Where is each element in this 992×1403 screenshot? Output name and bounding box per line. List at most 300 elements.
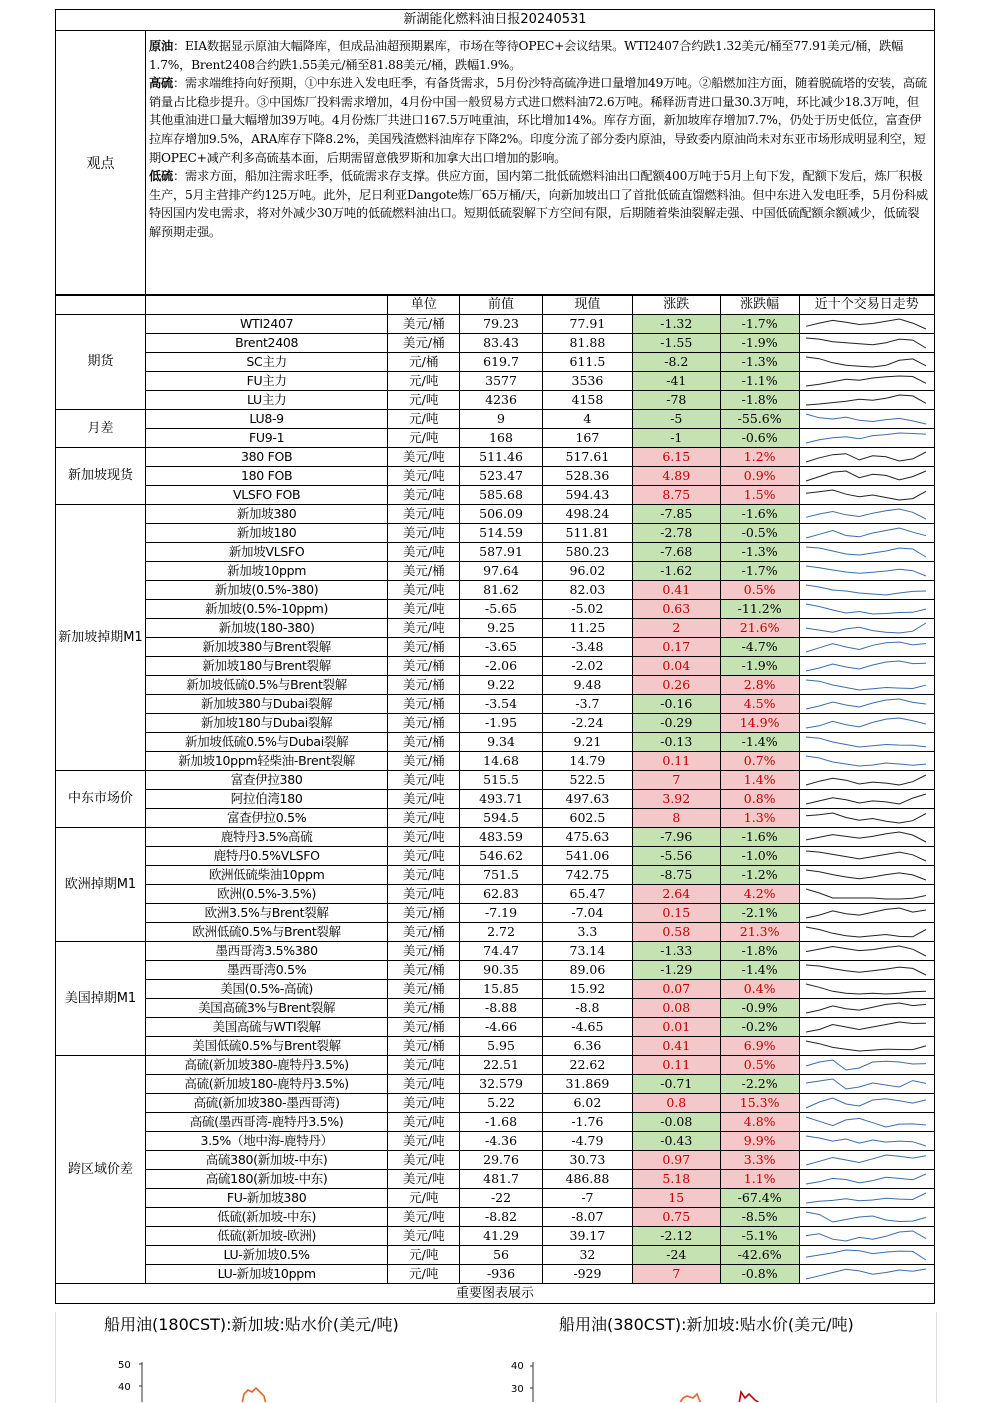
- table-row: [56, 828, 935, 847]
- row-trend: [799, 923, 934, 942]
- row-prev: -3.65: [460, 638, 543, 657]
- row-cur: 517.61: [542, 448, 632, 467]
- row-name: 新加坡380与Dubai裂解: [145, 695, 387, 714]
- row-pct: -1.2%: [720, 866, 799, 885]
- group-label: 跨区域价差: [56, 1056, 146, 1284]
- row-name: SC主力: [145, 353, 387, 372]
- row-unit: 美元/吨: [388, 1227, 460, 1246]
- row-trend: [799, 600, 934, 619]
- row-prev: 751.5: [460, 866, 543, 885]
- row-unit: 美元/桶: [388, 334, 460, 353]
- crude-text: ：EIA数据显示原油大幅降库，但成品油超预期累库，市场在等待OPEC+会议结果。WTI2407合约跌1.32美元/桶至77.91美元/桶，跌幅1.7%，Brent2408合约跌1.55美元/桶至81.88美元/桶，跌幅1.9%。: [149, 39, 904, 72]
- row-prev: -3.54: [460, 695, 543, 714]
- chart-180cst: [104, 1312, 399, 1393]
- table-row: [56, 467, 935, 486]
- row-name: VLSFO FOB: [145, 486, 387, 505]
- row-unit: 元/吨: [388, 429, 460, 448]
- view-text: [146, 31, 934, 294]
- row-cur: 31.869: [542, 1075, 632, 1094]
- row-prev: -936: [460, 1265, 543, 1284]
- row-cur: -2.24: [542, 714, 632, 733]
- row-pct: -11.2%: [720, 600, 799, 619]
- row-unit: 美元/吨: [388, 1208, 460, 1227]
- table-row: [56, 1151, 935, 1170]
- trend-sparkline: [800, 1037, 932, 1055]
- row-chg: -5: [632, 410, 720, 429]
- row-pct: -5.1%: [720, 1227, 799, 1246]
- row-cur: 742.75: [542, 866, 632, 885]
- row-pct: -1.1%: [720, 372, 799, 391]
- row-name: 新加坡VLSFO: [145, 543, 387, 562]
- row-trend: [799, 771, 934, 790]
- trend-line: [806, 756, 926, 766]
- view-crude: [149, 37, 930, 74]
- row-pct: 0.4%: [720, 980, 799, 999]
- row-name: 美国高硫与WTI裂解: [145, 1018, 387, 1037]
- table-row: [56, 961, 935, 980]
- trend-line: [806, 737, 926, 747]
- row-name: 新加坡180: [145, 524, 387, 543]
- row-trend: [799, 1151, 934, 1170]
- row-cur: -8.8: [542, 999, 632, 1018]
- row-cur: 594.43: [542, 486, 632, 505]
- row-prev: 168: [460, 429, 543, 448]
- table-row: [56, 942, 935, 961]
- row-pct: 1.1%: [720, 1170, 799, 1189]
- row-chg: 0.58: [632, 923, 720, 942]
- table-row: [56, 1189, 935, 1208]
- trend-sparkline: [800, 1246, 932, 1264]
- row-prev: -5.65: [460, 600, 543, 619]
- trend-sparkline: [800, 752, 932, 770]
- row-cur: 73.14: [542, 942, 632, 961]
- row-prev: 32.579: [460, 1075, 543, 1094]
- chart-380-line-a: [679, 1394, 701, 1402]
- row-name: 新加坡380与Brent裂解: [145, 638, 387, 657]
- row-prev: -1.68: [460, 1113, 543, 1132]
- row-unit: 美元/桶: [388, 980, 460, 999]
- trend-sparkline: [800, 885, 932, 903]
- row-name: 高硫(新加坡380-鹿特丹3.5%): [145, 1056, 387, 1075]
- row-chg: 7: [632, 771, 720, 790]
- row-name: 欧洲低硫0.5%与Brent裂解: [145, 923, 387, 942]
- table-row: [56, 562, 935, 581]
- row-pct: -2.1%: [720, 904, 799, 923]
- trend-line: [806, 357, 926, 367]
- row-chg: 0.8: [632, 1094, 720, 1113]
- trend-line: [806, 566, 926, 576]
- row-prev: -4.36: [460, 1132, 543, 1151]
- row-trend: [799, 524, 934, 543]
- table-row: [56, 1265, 935, 1284]
- row-trend: [799, 1189, 934, 1208]
- row-trend: [799, 904, 934, 923]
- row-unit: 美元/吨: [388, 467, 460, 486]
- row-pct: -1.4%: [720, 961, 799, 980]
- group-label: 欧洲掉期M1: [56, 828, 146, 942]
- trend-sparkline: [800, 1132, 932, 1150]
- row-pct: 1.3%: [720, 809, 799, 828]
- row-pct: -0.2%: [720, 1018, 799, 1037]
- row-chg: -1.29: [632, 961, 720, 980]
- row-pct: 1.5%: [720, 486, 799, 505]
- row-cur: 167: [542, 429, 632, 448]
- row-cur: 4: [542, 410, 632, 429]
- row-name: 180 FOB: [145, 467, 387, 486]
- trend-line: [806, 547, 926, 557]
- chart-380-ytick-0: 40: [511, 1361, 524, 1372]
- table-row: [56, 543, 935, 562]
- row-chg: 15: [632, 1189, 720, 1208]
- row-name: 3.5%（地中海-鹿特丹）: [145, 1132, 387, 1151]
- trend-sparkline: [800, 562, 932, 580]
- table-row: [56, 695, 935, 714]
- trend-sparkline: [800, 619, 932, 637]
- trend-sparkline: [800, 809, 932, 827]
- row-chg: 0.08: [632, 999, 720, 1018]
- row-chg: -1.32: [632, 315, 720, 334]
- row-trend: [799, 828, 934, 847]
- row-unit: 美元/吨: [388, 1170, 460, 1189]
- trend-sparkline: [800, 923, 932, 941]
- row-chg: 0.75: [632, 1208, 720, 1227]
- trend-sparkline: [800, 1075, 932, 1093]
- row-pct: -1.8%: [720, 942, 799, 961]
- row-cur: 528.36: [542, 467, 632, 486]
- trend-sparkline: [800, 790, 932, 808]
- row-unit: 美元/桶: [388, 714, 460, 733]
- trend-line: [806, 984, 926, 994]
- row-trend: [799, 885, 934, 904]
- row-trend: [799, 1227, 934, 1246]
- view-hsfo: [149, 74, 930, 167]
- row-trend: [799, 1037, 934, 1056]
- trend-sparkline: [800, 676, 932, 694]
- table-row: [56, 771, 935, 790]
- row-prev: 511.46: [460, 448, 543, 467]
- row-prev: -8.82: [460, 1208, 543, 1227]
- table-row: [56, 1132, 935, 1151]
- table-row: [56, 1208, 935, 1227]
- row-name: 欧洲(0.5%-3.5%): [145, 885, 387, 904]
- row-unit: 美元/吨: [388, 1075, 460, 1094]
- view-label: 观点: [56, 31, 146, 294]
- row-name: 高硫(新加坡380-墨西哥湾): [145, 1094, 387, 1113]
- trend-line: [806, 1060, 926, 1070]
- trend-sparkline: [800, 372, 932, 390]
- row-prev: 481.7: [460, 1170, 543, 1189]
- row-cur: 511.81: [542, 524, 632, 543]
- row-unit: 美元/吨: [388, 619, 460, 638]
- row-cur: -5.02: [542, 600, 632, 619]
- row-pct: -2.2%: [720, 1075, 799, 1094]
- trend-line: [806, 1212, 926, 1222]
- row-trend: [799, 448, 934, 467]
- trend-line: [806, 1022, 926, 1032]
- row-name: 美国低硫0.5%与Brent裂解: [145, 1037, 387, 1056]
- row-unit: 美元/桶: [388, 999, 460, 1018]
- table-row: [56, 353, 935, 372]
- trend-sparkline: [800, 980, 932, 998]
- row-chg: -41: [632, 372, 720, 391]
- trend-sparkline: [800, 353, 932, 371]
- row-cur: 30.73: [542, 1151, 632, 1170]
- row-prev: 585.68: [460, 486, 543, 505]
- chart-380cst: [511, 1312, 854, 1395]
- row-name: 墨西哥湾3.5%380: [145, 942, 387, 961]
- header-unit: 单位: [388, 296, 460, 315]
- trend-line: [806, 338, 926, 348]
- trend-line: [806, 889, 926, 899]
- trend-line: [806, 908, 926, 918]
- row-pct: -0.5%: [720, 524, 799, 543]
- table-row: [56, 733, 935, 752]
- row-pct: -1.9%: [720, 334, 799, 353]
- row-prev: 90.35: [460, 961, 543, 980]
- row-prev: 2.72: [460, 923, 543, 942]
- row-unit: 元/吨: [388, 410, 460, 429]
- row-chg: -1: [632, 429, 720, 448]
- row-prev: 9.22: [460, 676, 543, 695]
- row-name: 美国(0.5%-高硫): [145, 980, 387, 999]
- row-pct: 21.3%: [720, 923, 799, 942]
- trend-line: [806, 946, 926, 956]
- table-row: [56, 1056, 935, 1075]
- row-cur: -7: [542, 1189, 632, 1208]
- table-row: [56, 581, 935, 600]
- row-chg: 4.89: [632, 467, 720, 486]
- row-prev: 15.85: [460, 980, 543, 999]
- row-name: 新加坡180与Brent裂解: [145, 657, 387, 676]
- trend-sparkline: [800, 505, 932, 523]
- row-trend: [799, 1113, 934, 1132]
- trend-sparkline: [800, 524, 932, 542]
- row-name: 新加坡低硫0.5%与Brent裂解: [145, 676, 387, 695]
- trend-sparkline: [800, 1170, 932, 1188]
- row-pct: 15.3%: [720, 1094, 799, 1113]
- table-row: [56, 676, 935, 695]
- row-cur: 541.06: [542, 847, 632, 866]
- row-name: 鹿特丹3.5%高硫: [145, 828, 387, 847]
- row-trend: [799, 1018, 934, 1037]
- row-cur: 82.03: [542, 581, 632, 600]
- row-name: 鹿特丹0.5%VLSFO: [145, 847, 387, 866]
- row-cur: 32: [542, 1246, 632, 1265]
- row-unit: 美元/桶: [388, 942, 460, 961]
- trend-line: [806, 1174, 926, 1184]
- row-chg: 0.04: [632, 657, 720, 676]
- row-pct: -1.6%: [720, 505, 799, 524]
- trend-line: [806, 1155, 926, 1165]
- table-row: [56, 334, 935, 353]
- charts-header: 重要图表展示: [55, 1284, 935, 1304]
- trend-line: [806, 376, 926, 386]
- trend-line: [806, 680, 926, 690]
- row-trend: [799, 733, 934, 752]
- row-unit: 美元/桶: [388, 657, 460, 676]
- table-row: [56, 885, 935, 904]
- row-chg: 0.41: [632, 1037, 720, 1056]
- trend-line: [806, 661, 926, 671]
- trend-line: [806, 775, 926, 785]
- row-trend: [799, 790, 934, 809]
- table-row: [56, 1018, 935, 1037]
- trend-line: [806, 870, 926, 880]
- trend-sparkline: [800, 1018, 932, 1036]
- table-row: [56, 999, 935, 1018]
- row-chg: -0.13: [632, 733, 720, 752]
- row-unit: 美元/桶: [388, 752, 460, 771]
- row-cur: -8.07: [542, 1208, 632, 1227]
- row-pct: 0.8%: [720, 790, 799, 809]
- row-cur: 580.23: [542, 543, 632, 562]
- row-trend: [799, 619, 934, 638]
- row-chg: -0.43: [632, 1132, 720, 1151]
- trend-line: [806, 718, 926, 728]
- row-name: 新加坡(180-380): [145, 619, 387, 638]
- row-pct: -0.6%: [720, 429, 799, 448]
- table-row: [56, 657, 935, 676]
- trend-sparkline: [800, 638, 932, 656]
- trend-line: [806, 319, 926, 329]
- row-trend: [799, 581, 934, 600]
- row-chg: -2.12: [632, 1227, 720, 1246]
- table-row: [56, 429, 935, 448]
- row-pct: -0.8%: [720, 1265, 799, 1284]
- row-chg: 3.92: [632, 790, 720, 809]
- header-prev: 前值: [460, 296, 543, 315]
- row-cur: 6.02: [542, 1094, 632, 1113]
- row-chg: 0.11: [632, 752, 720, 771]
- row-trend: [799, 1170, 934, 1189]
- row-name: 新加坡10ppm: [145, 562, 387, 581]
- row-unit: 美元/吨: [388, 448, 460, 467]
- row-name: 高硫(新加坡180-鹿特丹3.5%): [145, 1075, 387, 1094]
- row-cur: 14.79: [542, 752, 632, 771]
- row-cur: 39.17: [542, 1227, 632, 1246]
- row-pct: -1.4%: [720, 733, 799, 752]
- row-prev: 62.83: [460, 885, 543, 904]
- row-chg: 6.15: [632, 448, 720, 467]
- row-unit: 美元/吨: [388, 505, 460, 524]
- row-trend: [799, 1208, 934, 1227]
- trend-line: [806, 1269, 926, 1279]
- trend-line: [806, 1193, 926, 1203]
- row-trend: [799, 809, 934, 828]
- row-unit: 元/桶: [388, 353, 460, 372]
- trend-sparkline: [800, 999, 932, 1017]
- row-unit: 美元/吨: [388, 486, 460, 505]
- row-trend: [799, 657, 934, 676]
- hsfo-head: 高硫: [149, 76, 173, 91]
- trend-sparkline: [800, 942, 932, 960]
- lsfo-text: ：需求方面，船加注需求旺季，低硫需求存支撑。供应方面，国内第二批低硫燃料油出口配额400万吨于5月上旬下发，配额下发后，炼厂积极生产，5月主营排产约125万吨。此外，尼日利亚Dangote炼厂65万桶/天，向新加坡出口了首批低硫直馏燃料油。但中东进入发电旺季，5月份科威特因国内发电需求，将对外减少30万吨的低硫燃料油出口。短期低硫裂解下方空间有限，后期随着柴油裂解走强、中国低硫配额余额减少，低硫裂解预期走强。: [149, 169, 928, 239]
- row-unit: 美元/吨: [388, 581, 460, 600]
- row-trend: [799, 391, 934, 410]
- row-name: FU主力: [145, 372, 387, 391]
- trend-sparkline: [800, 448, 932, 466]
- group-label: 月差: [56, 410, 146, 448]
- row-unit: 美元/吨: [388, 885, 460, 904]
- row-pct: 0.5%: [720, 581, 799, 600]
- table-row: [56, 372, 935, 391]
- trend-line: [806, 965, 926, 975]
- row-prev: 83.43: [460, 334, 543, 353]
- row-trend: [799, 980, 934, 999]
- trend-sparkline: [800, 961, 932, 979]
- trend-line: [806, 433, 926, 443]
- trend-sparkline: [800, 467, 932, 485]
- row-prev: 515.5: [460, 771, 543, 790]
- row-prev: 483.59: [460, 828, 543, 847]
- row-cur: -2.02: [542, 657, 632, 676]
- trend-line: [806, 414, 926, 424]
- row-pct: 0.5%: [720, 1056, 799, 1075]
- row-chg: 8.75: [632, 486, 720, 505]
- row-pct: 0.7%: [720, 752, 799, 771]
- row-prev: 587.91: [460, 543, 543, 562]
- row-cur: 9.48: [542, 676, 632, 695]
- row-cur: 3.3: [542, 923, 632, 942]
- table-row: [56, 505, 935, 524]
- row-prev: 594.5: [460, 809, 543, 828]
- row-cur: -3.7: [542, 695, 632, 714]
- row-cur: 77.91: [542, 315, 632, 334]
- row-pct: 4.5%: [720, 695, 799, 714]
- row-chg: -5.56: [632, 847, 720, 866]
- row-prev: 506.09: [460, 505, 543, 524]
- row-chg: 2: [632, 619, 720, 638]
- row-prev: -1.95: [460, 714, 543, 733]
- trend-line: [806, 1231, 926, 1241]
- row-chg: -2.78: [632, 524, 720, 543]
- row-unit: 美元/桶: [388, 904, 460, 923]
- row-name: 欧洲3.5%与Brent裂解: [145, 904, 387, 923]
- table-row: [56, 486, 935, 505]
- row-unit: 美元/吨: [388, 543, 460, 562]
- row-prev: 56: [460, 1246, 543, 1265]
- row-cur: 3536: [542, 372, 632, 391]
- header-group: [56, 296, 146, 315]
- view-lsfo: [149, 167, 930, 241]
- trend-line: [806, 509, 926, 519]
- trend-sparkline: [800, 771, 932, 789]
- row-trend: [799, 543, 934, 562]
- row-trend: [799, 429, 934, 448]
- row-unit: 美元/吨: [388, 828, 460, 847]
- row-name: LU主力: [145, 391, 387, 410]
- row-chg: -0.08: [632, 1113, 720, 1132]
- row-cur: 522.5: [542, 771, 632, 790]
- trend-line: [806, 794, 926, 804]
- row-pct: -0.9%: [720, 999, 799, 1018]
- trend-line: [806, 452, 926, 462]
- row-unit: 美元/吨: [388, 790, 460, 809]
- row-unit: 美元/吨: [388, 771, 460, 790]
- row-chg: 0.11: [632, 1056, 720, 1075]
- chart-380-plot: [489, 1342, 789, 1402]
- row-pct: -4.7%: [720, 638, 799, 657]
- row-unit: 美元/吨: [388, 847, 460, 866]
- row-pct: -1.7%: [720, 315, 799, 334]
- trend-line: [806, 927, 926, 937]
- row-pct: -1.9%: [720, 657, 799, 676]
- trend-sparkline: [800, 847, 932, 865]
- row-prev: 523.47: [460, 467, 543, 486]
- row-prev: 9.34: [460, 733, 543, 752]
- row-pct: 4.8%: [720, 1113, 799, 1132]
- trend-sparkline: [800, 733, 932, 751]
